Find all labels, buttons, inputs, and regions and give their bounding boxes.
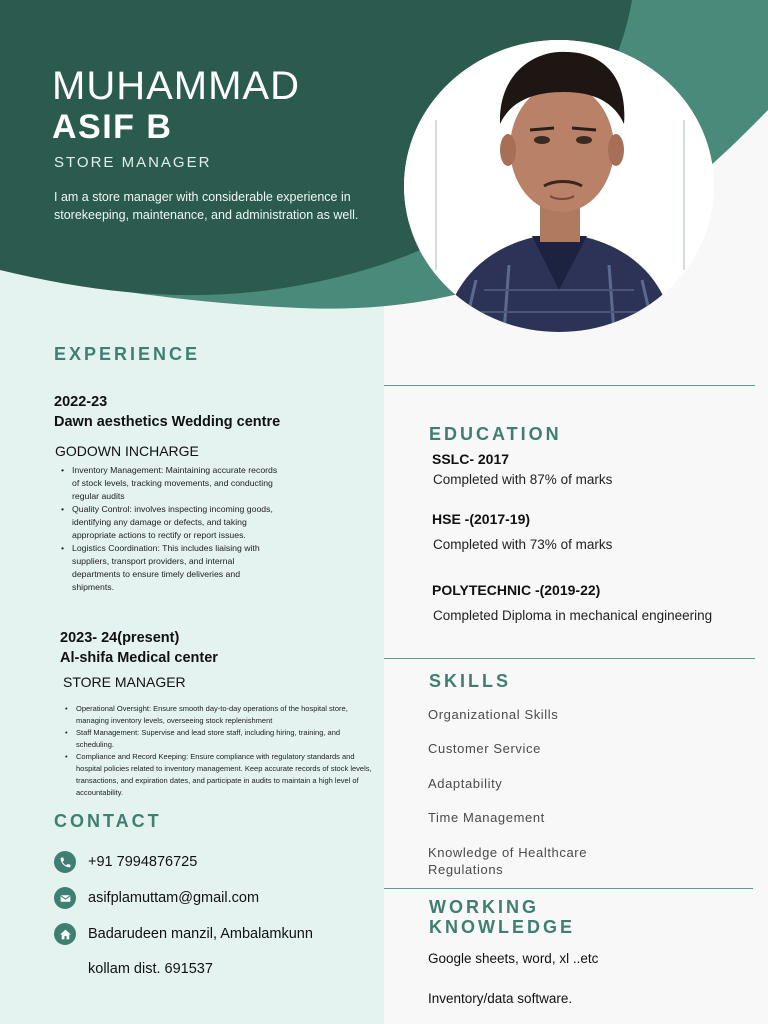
education-1-desc: Completed with 87% of marks [433,472,613,487]
education-heading: EDUCATION [429,424,562,444]
address-line-2: kollam dist. 691537 [88,961,213,977]
contact-email[interactable] [54,887,259,909]
home-icon [54,923,76,945]
list-item: • Inventory Management: Maintaining accurate records of stock levels, tracking movements, and conducting regular audits [58,464,284,503]
email-text: asifplamuttam@gmail.com [88,890,260,906]
name-first: MUHAMMAD [52,64,300,108]
list-item: • Operational Oversight: Ensure smooth day-to-day operations of the hospital store, managing inventory levels, overseeing stock replenishment [62,703,372,727]
education-2-title: HSE -(2017-19) [432,511,531,527]
phone-text: +91 7994876725 [88,854,198,870]
contact-address [54,923,313,945]
skill-item: Adaptability [428,776,503,791]
profile-photo [404,40,714,332]
list-item: • Compliance and Record Keeping: Ensure compliance with regulatory standards and hospital policies related to inventory management. Keep accurate records of stock levels, transactions, and expiration dates, and participate in audits to maintain a high level of accountability. [62,751,372,799]
education-1-title: SSLC- 2017 [432,451,510,467]
list-item: • Logistics Coordination: This includes liaising with suppliers, transport providers, and internal departments to ensure timely deliveries and shipments. [58,542,284,594]
profile-summary: I am a store manager with considerable experience in storekeeping, maintenance, and administration as well. [54,190,359,222]
job-role: STORE MANAGER [54,154,212,171]
experience-2-position: STORE MANAGER [63,674,186,690]
skill-item: Organizational Skills [428,707,559,722]
education-3-desc: Completed Diploma in mechanical engineering [433,608,713,623]
divider [384,888,753,889]
working-knowledge-heading: WORKING KNOWLEDGE [429,897,575,937]
skill-item: Time Management [428,810,545,825]
knowledge-item: Inventory/data software. [428,991,573,1006]
experience-heading: EXPERIENCE [54,344,201,364]
education-2-desc: Completed with 73% of marks [433,537,613,552]
experience-1-bullets [58,464,284,594]
experience-1-position: GODOWN INCHARGE [55,443,199,459]
name-last: ASIF B [52,108,173,146]
skill-item: Knowledge of Healthcare Regulations [428,845,588,877]
experience-2-bullets [62,703,372,799]
contact-phone[interactable] [54,851,197,873]
skill-item: Customer Service [428,741,541,756]
experience-1-years: 2022-23 [54,394,108,410]
list-item: • Quality Control: involves inspecting incoming goods, identifying any damage or defects, and taking appropriate actions to rectify or report issues. [58,503,284,542]
divider [384,658,755,659]
email-icon [54,887,76,909]
divider [384,385,755,386]
list-item: • Staff Management: Supervise and lead store staff, including hiring, training, and scheduling. [62,727,372,751]
experience-2-years: 2023- 24(present) [60,630,180,646]
address-line-1: Badarudeen manzil, Ambalamkunn [88,926,313,942]
skills-heading: SKILLS [429,671,512,691]
experience-2-company: Al-shifa Medical center [60,650,218,666]
knowledge-item: Google sheets, word, xl ..etc [428,951,599,966]
contact-heading: CONTACT [54,811,162,831]
education-3-title: POLYTECHNIC -(2019-22) [432,582,601,598]
phone-icon [54,851,76,873]
experience-1-company: Dawn aesthetics Wedding centre [54,414,281,430]
